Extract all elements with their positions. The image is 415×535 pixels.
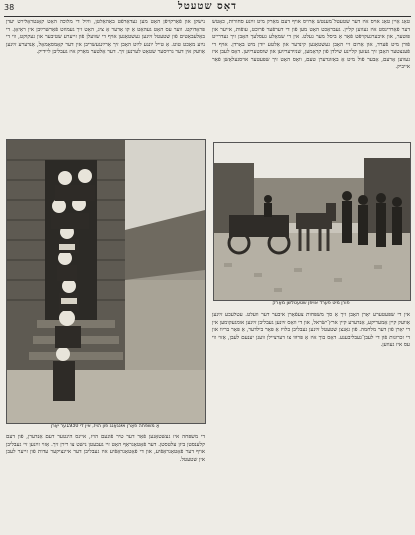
left-column-bottom-text: די משפּחה איז געשטאַנען פֿאַר דער טיר פֿונעם הויז, איינס הינטער דעם אַנדערן, פֿון דעם קלענסטן ביזן עלטסטן. דער פֿאָטאָגראַף האָט זיי געבעטן נישט צו רירן זיך. אַזוי זײַנען זיי געבליבן אויף דער פֿאָטאָגראַפֿיע, און די פֿאָטאָגראַפֿיע איז געבליבן דער איינציקער עדות פֿון זייער לעבן אין שטעטל.	[6, 434, 205, 463]
right-column-bottom-text: אין די שפּעטערע יאָרן האָבן זיך אַ סך משפּחות צעפֿאָרן איבער דער וועלט. עטלעכע זײַנען אַוועק קיין אַמעריקע, אַנדערע קיין ארץ־ישׂראל, און די וואָס זײַנען געבליבן זײַנען אומגעקומען אין די יאָרן פֿון דער מלחמה. פֿון גאַנצן שטעטל זײַנען געבליבן בלויז אַ פּאָר בילדער, אַ פּאָר בריוו און די זכרונות פֿון די לעבן־געבליבענע. דאָס בוך איז אַ פּרוּוו צו דערציילן וועגן יענעם לעבן, אַזוי ווי עס איז געווען.	[212, 312, 410, 349]
page-number: 38	[4, 3, 15, 12]
family-photo	[6, 139, 206, 424]
right-column-top-text: טאָג אַיין טאָג אויס איז דער שטעטל־מענטש אַרויס אויף דעם מאַרק מיט זײַנע סחורות, כאָטש דער פֿאַרדינסט איז געווען קליין. געבראַכט האָט מען פֿון די דערפֿער פֿרוכט, עופֿות, אייער און פּוטער, און איבערגעקויפֿט פֿאַר אַ ביסל מער געלט. אין די שמאָלע געסלעך האָבן זיך געדרייט פֿורן מיט פֿערד, און אַרום זיי האָבן געשטאַנען קינדער און אַלטע ייִדן מיט באָרדן. אויף די פֿענצטער האָבן זיך געזען קליינע שילדן פֿון קראָמען, שנײַדערײַען און שוסטערײַען. דאָס לעבן איז געווען אָרעם, אָבער פֿול מיט אַ באַזונדערן טעם, וואָס האָט זיך שפּעטער אויסגעלאָשן פֿאַר אייביק.	[212, 19, 410, 71]
market-photo	[213, 142, 411, 301]
header-rule	[4, 16, 411, 17]
market-photo-image	[214, 143, 410, 300]
family-photo-image	[7, 140, 205, 423]
family-photo-caption: אַ משפּחה פֿאַרן אײַנגאַנג פֿון הויז, אין די 1930ער יאָרן	[50, 424, 160, 429]
running-title: דאָס שטעטל	[178, 1, 237, 12]
market-photo-caption: פֿורן מיט פֿערד אויפֿן שטעטלשן מאַרק	[272, 301, 350, 306]
left-column-top-text: נישקן און פֿאַרקויפֿן האָט מען געדאַרפֿט באַהאַלטן, ווײַל די מלוכה האָט קאָנטראָלירט יעדן פּראָדוקט. ווער עס האָט געהאַט אַ קו אָדער אַ ציג, האָט זיך געמוזט פֿאַרשרײַבן אין ראַיאָן. די באַלעבאַטים פֿון שטעטל זײַנען געשטאַנען אויף די שוועלן פֿון זייערע שטיבער און געקוקט, ווי די נײַע מאַכט טוט. אַ טייל יונגע לײַט האָבן זיך אַרײַנגעשריבן אין דער קאָמסאָמאָל, אַנדערע זײַנען אַוועק אין דער גרויסער שטאָט לערנען זיך. דער אַלטער מאַרק איז געבליבן ליידיק.	[6, 19, 205, 56]
